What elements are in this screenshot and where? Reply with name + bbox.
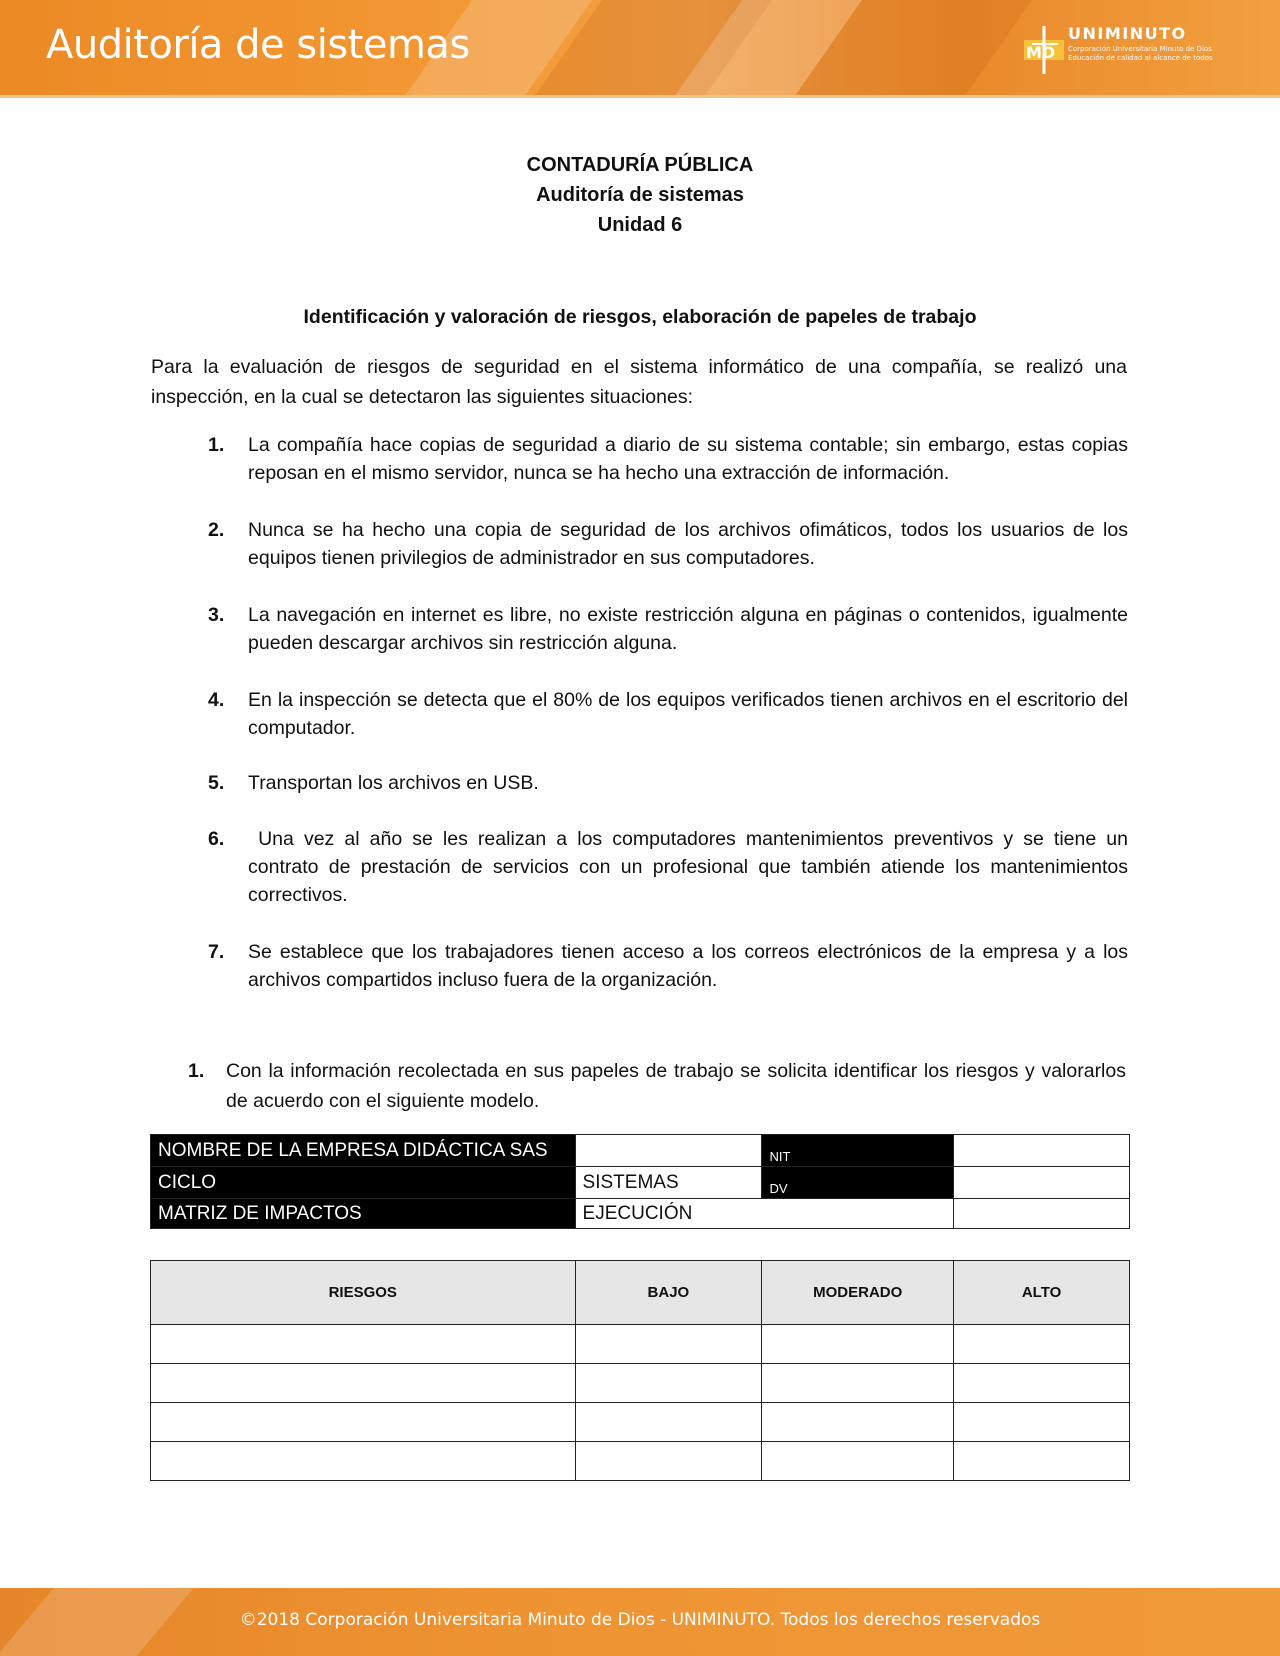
list-item-text: Una vez al año se les realizan a los computadores mantenimientos preventivos y se tiene un contrato de prestación de servicios con un profesional que también atiende los mantenimientos correctivos. (248, 828, 1134, 906)
table-row (151, 1199, 1130, 1229)
company-info-table (150, 1134, 1130, 1229)
unit-title: Unidad 6 (597, 214, 683, 236)
risk-matrix-table (150, 1260, 1130, 1481)
list-item-text: La compañía hace copias de seguridad a diario de su sistema contable; sin embargo, estas copias reposan en el mismo servidor, nunca se ha hecho una extracción de información. (248, 434, 1128, 484)
list-item-number: 4. (208, 689, 225, 711)
list-item-text: En la inspección se detecta que el 80% de los equipos verificados tienen archivos en el escritorio del computador. (248, 689, 1128, 739)
list-item-number: 5. (208, 772, 225, 794)
list-item-text: Nunca se ha hecho una copia de seguridad de los archivos ofimáticos, todos los usuarios de los equipos tienen privilegios de administrador en sus computadores. (248, 519, 1128, 569)
table-row (151, 1167, 1130, 1199)
uniminuto-logo (1022, 20, 1232, 80)
nit-value[interactable] (954, 1135, 1130, 1167)
course-title: Auditoría de sistemas (536, 184, 744, 206)
header-banner (0, 0, 1280, 95)
low-cell[interactable] (575, 1403, 762, 1442)
list-item-number: 2. (208, 519, 225, 541)
risk-cell[interactable] (151, 1442, 576, 1481)
risk-cell[interactable] (151, 1403, 576, 1442)
table-row (151, 1364, 1130, 1403)
table-row (151, 1325, 1130, 1364)
section-heading: Identificación y valoración de riesgos, elaboración de papeles de trabajo (303, 306, 977, 328)
company-name-label: NOMBRE DE LA EMPRESA DIDÁCTICA SAS (151, 1135, 576, 1167)
risk-cell[interactable] (151, 1364, 576, 1403)
cycle-label: CICLO (151, 1167, 576, 1199)
header-divider (0, 95, 1280, 98)
table-row (151, 1135, 1130, 1167)
moderate-cell[interactable] (762, 1403, 954, 1442)
list-item-text: Se establece que los trabajadores tienen acceso a los correos electrónicos de la empresa y a los archivos compartidos incluso fuera de la organización. (248, 941, 1128, 991)
list-item-text: Transportan los archivos en USB. (248, 772, 539, 794)
moderate-cell[interactable] (762, 1325, 954, 1364)
high-cell[interactable] (954, 1364, 1130, 1403)
company-name-value[interactable] (575, 1135, 762, 1167)
low-cell[interactable] (575, 1364, 762, 1403)
logo-name: UNIMINUTO (1068, 24, 1187, 43)
header-title: Auditoría de sistemas (46, 22, 470, 68)
column-header-riesgos: RIESGOS (151, 1261, 576, 1325)
career-title: CONTADURÍA PÚBLICA (526, 154, 754, 176)
dv-label: DV (762, 1167, 954, 1199)
high-cell[interactable] (954, 1442, 1130, 1481)
risk-cell[interactable] (151, 1325, 576, 1364)
logo-tagline-1: Corporación Universitaria Minuto de Dios (1068, 45, 1212, 53)
list-item-text: La navegación en internet es libre, no existe restricción alguna en páginas o contenidos, igualmente pueden descargar archivos sin restricción alguna. (248, 604, 1128, 654)
logo-tagline-2: Educación de calidad al alcance de todos (1068, 54, 1213, 62)
footer-banner (0, 1588, 1280, 1656)
question-number: 1. (188, 1060, 205, 1082)
question-text: Con la información recolectada en sus papeles de trabajo se solicita identificar los riesgos y valorarlos de acuerdo con el siguiente modelo. (226, 1060, 1126, 1112)
footer-copyright: ©2018 Corporación Universitaria Minuto de Dios - UNIMINUTO. Todos los derechos reservados (239, 1610, 1041, 1630)
list-item-number: 3. (208, 604, 225, 626)
high-cell[interactable] (954, 1403, 1130, 1442)
dv-value[interactable] (954, 1167, 1130, 1199)
low-cell[interactable] (575, 1442, 762, 1481)
moderate-cell[interactable] (762, 1364, 954, 1403)
column-header-bajo: BAJO (575, 1261, 762, 1325)
low-cell[interactable] (575, 1325, 762, 1364)
matrix-value[interactable]: EJECUCIÓN (575, 1199, 954, 1229)
nit-label: NIT (762, 1135, 954, 1167)
moderate-cell[interactable] (762, 1442, 954, 1481)
logo-mark-text: MD (1026, 43, 1056, 62)
table-row (151, 1442, 1130, 1481)
logo-mark-icon (1022, 24, 1070, 76)
table-header-row (151, 1261, 1130, 1325)
list-item-number: 1. (208, 434, 225, 456)
list-item-number: 7. (208, 941, 225, 963)
intro-paragraph: Para la evaluación de riesgos de seguridad en el sistema informático de una compañía, se realizó una inspección, en la cual se detectaron las siguientes situaciones: (151, 356, 1127, 408)
table-row (151, 1403, 1130, 1442)
matrix-label: MATRIZ DE IMPACTOS (151, 1199, 576, 1229)
column-header-moderado: MODERADO (762, 1261, 954, 1325)
high-cell[interactable] (954, 1325, 1130, 1364)
cycle-value[interactable]: SISTEMAS (575, 1167, 762, 1199)
matrix-extra-cell[interactable] (954, 1199, 1130, 1229)
column-header-alto: ALTO (954, 1261, 1130, 1325)
list-item-number: 6. (208, 828, 225, 850)
